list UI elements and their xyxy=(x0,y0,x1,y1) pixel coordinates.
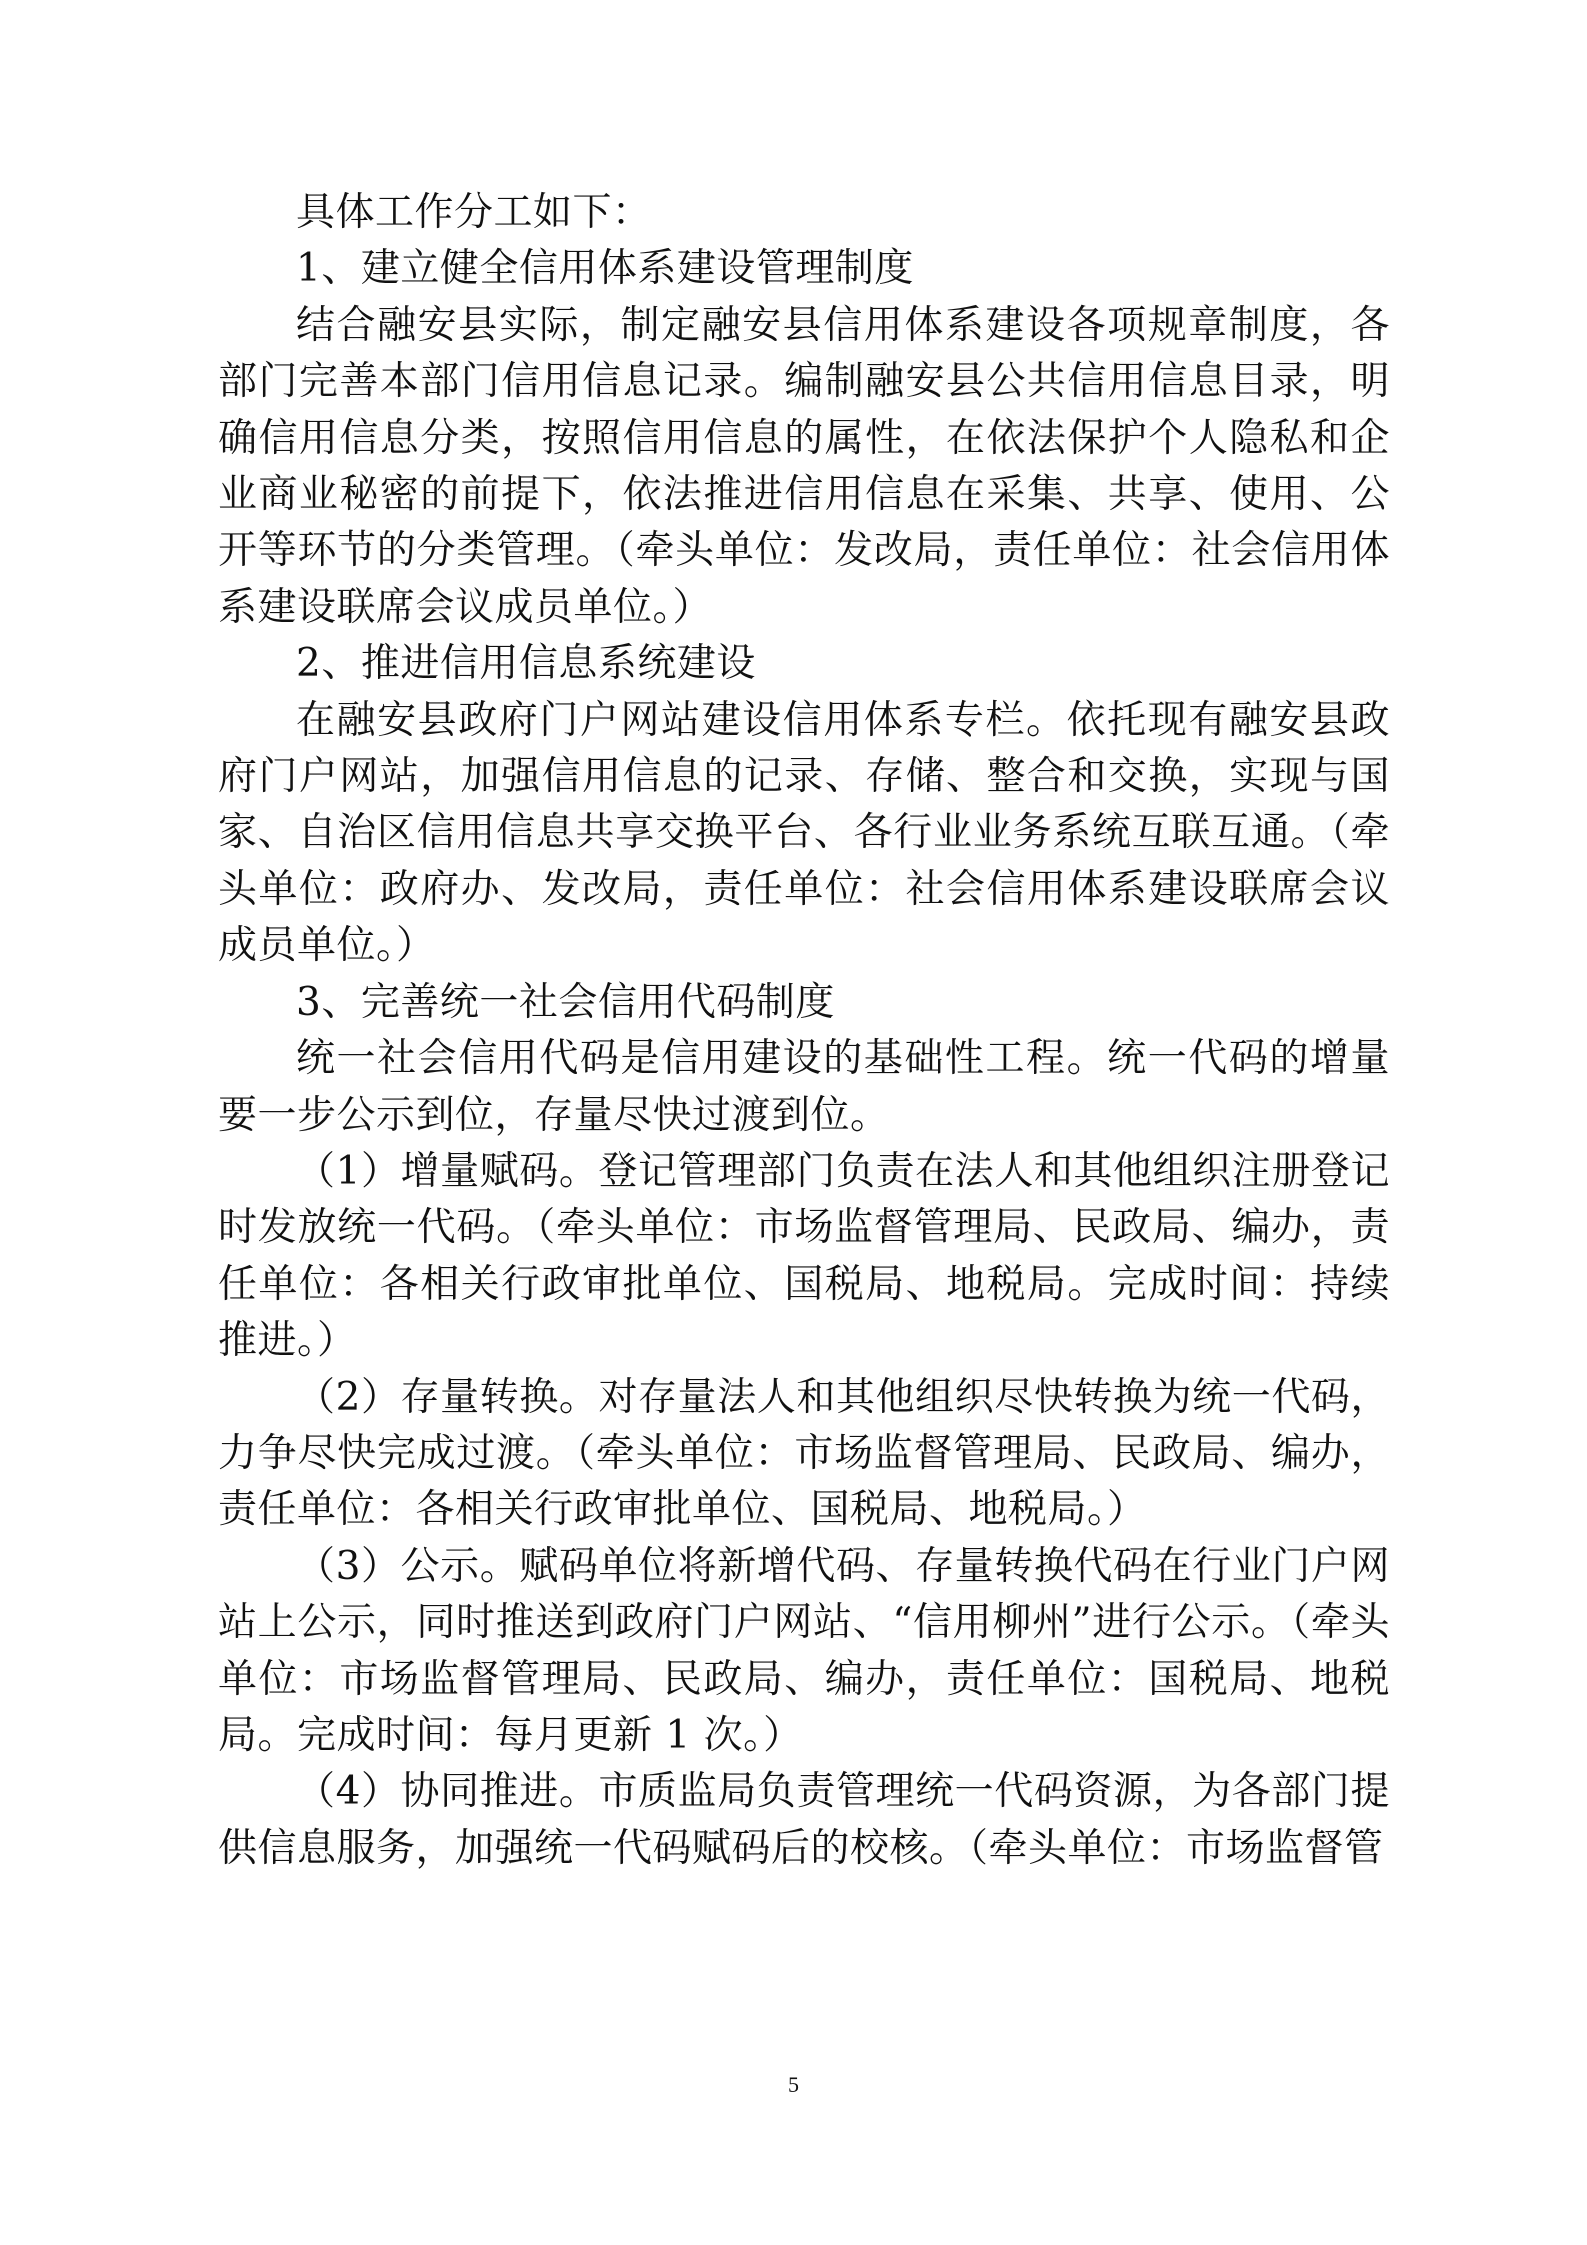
intro-paragraph: 具体工作分工如下： xyxy=(296,190,652,235)
item-2-paragraph: （2）存量转换。对存量法人和其他组织尽快转换为统一代码，力争尽快完成过渡。（牵头单位：市场监督管理局、民政局、编办，责任单位：各相关行政审批单位、国税局、地税局。） xyxy=(218,1374,1390,1533)
section-1-paragraph: 结合融安县实际，制定融安县信用体系建设各项规章制度，各部门完善本部门信用信息记录。编制融安县公共信用信息目录，明确信用信息分类，按照信用信息的属性，在依法保护个人隐私和企业商业秘密的前提下，依法推进信用信息在采集、共享、使用、公开等环节的分类管理。（牵头单位：发改局，责任单位：社会信用体系建设联席会议成员单位。） xyxy=(218,302,1390,630)
section-3-paragraph: 统一社会信用代码是信用建设的基础性工程。统一代码的增量要一步公示到位，存量尽快过渡到位。 xyxy=(218,1036,1390,1138)
section-2-paragraph: 在融安县政府门户网站建设信用体系专栏。依托现有融安县政府门户网站，加强信用信息的记录、存储、整合和交换，实现与国家、自治区信用信息共享交换平台、各行业业务系统互联互通。（牵头单位：政府办、发改局，责任单位：社会信用体系建设联席会议成员单位。） xyxy=(218,697,1390,969)
section-heading-2: 2、推进信用信息系统建设 xyxy=(296,641,756,687)
page-number: 5 xyxy=(788,2072,799,2097)
item-1-paragraph: （1）增量赋码。登记管理部门负责在法人和其他组织注册登记时发放统一代码。（牵头单位：市场监督管理局、民政局、编办，责任单位：各相关行政审批单位、国税局、地税局。完成时间：持续推进。） xyxy=(218,1148,1390,1364)
section-heading-3: 3、完善统一社会信用代码制度 xyxy=(296,979,835,1025)
document-body xyxy=(218,185,1390,1877)
item-3-paragraph: （3）公示。赋码单位将新增代码、存量转换代码在行业门户网站上公示，同时推送到政府门户网站、“信用柳州”进行公示。（牵头单位：市场监督管理局、民政局、编办，责任单位：国税局、地税局。完成时间：每月更新 1 次。） xyxy=(218,1543,1390,1758)
item-4-paragraph: （4）协同推进。市质监局负责管理统一代码资源，为各部门提供信息服务，加强统一代码赋码后的校核。（牵头单位：市场监督管 xyxy=(218,1769,1390,1871)
section-heading-1: 1、建立健全信用体系建设管理制度 xyxy=(296,246,914,292)
